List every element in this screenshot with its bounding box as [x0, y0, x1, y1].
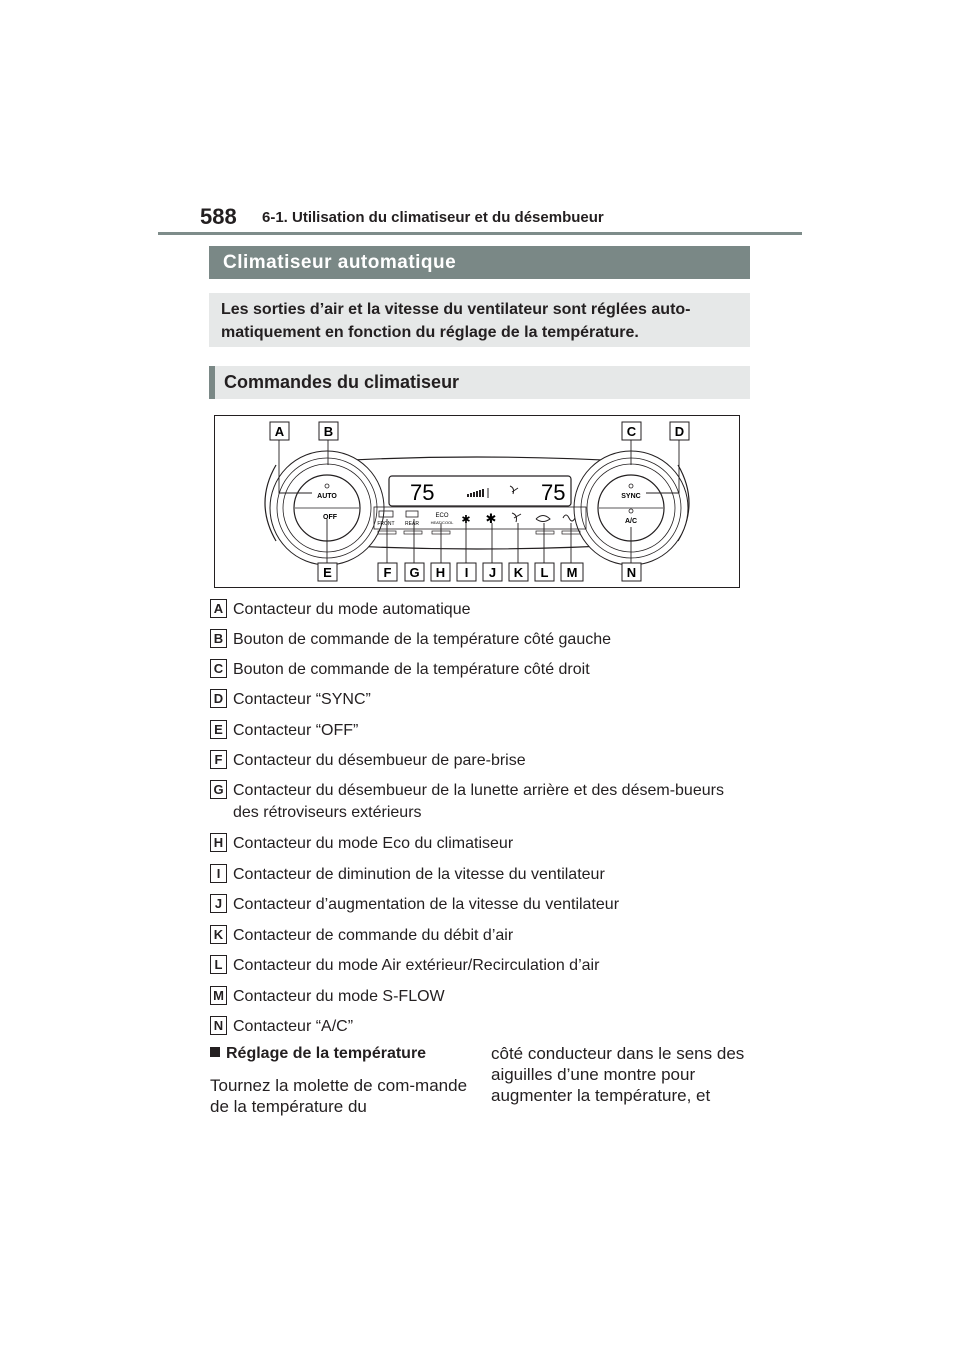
temperature-text-left: Tournez la molette de com-mande de la température du [210, 1076, 468, 1116]
svg-text:E: E [323, 565, 332, 580]
legend-text: Contacteur “SYNC” [233, 691, 371, 708]
legend-text: Contacteur du mode Air extérieur/Recirculation d’air [233, 957, 600, 974]
legend-badge: I [210, 864, 227, 883]
off-label: OFF [323, 514, 337, 521]
callout-b [319, 422, 338, 440]
legend-badge: L [210, 955, 227, 974]
svg-text:A: A [274, 424, 285, 439]
legend-text: Contacteur du désembueur de la lunette arrière et des désem-bueurs des rétroviseurs extérieurs [233, 782, 724, 821]
callout-c [622, 422, 641, 440]
svg-text:J: J [488, 565, 497, 580]
legend-badge: E [210, 720, 227, 739]
svg-text:I: I [464, 565, 469, 580]
svg-text:M: M [566, 565, 578, 580]
callout-h [431, 563, 450, 581]
legend-badge: H [210, 833, 227, 852]
temperature-left-column [210, 1043, 470, 1117]
legend-badge: D [210, 689, 227, 708]
legend-text: Contacteur du mode S-FLOW [233, 988, 445, 1005]
legend-text: Contacteur du désembueur de pare-brise [233, 752, 526, 769]
callout-a [270, 422, 289, 440]
legend-badge: J [210, 894, 227, 913]
callout-k [509, 563, 528, 581]
legend-badge: K [210, 925, 227, 944]
subsection-title: Commandes du climatiseur [209, 366, 750, 399]
callout-j [483, 563, 502, 581]
legend-text: Bouton de commande de la température côté gauche [233, 631, 612, 648]
svg-text:H: H [435, 565, 446, 580]
svg-text:D: D [674, 424, 685, 439]
legend-text: Contacteur du mode Eco du climatiseur [233, 835, 514, 852]
legend-text: Contacteur du mode automatique [233, 601, 471, 618]
callout-l [535, 563, 554, 581]
callout-m [561, 563, 583, 581]
intro-text: Les sorties d’air et la vitesse du ventilateur sont réglées auto-matiquement en fonction du réglage de la température. [209, 293, 750, 347]
fan-down-icon[interactable]: ✱ [461, 514, 471, 526]
temperature-heading-text: Réglage de la température [226, 1045, 427, 1062]
ac-label: A/C [624, 518, 638, 525]
rear-label: REAR [405, 521, 419, 527]
legend-badge: C [210, 659, 227, 678]
fan-up-icon[interactable]: ✱ [485, 511, 497, 526]
eco-sub-label: HEAT/COOL [430, 520, 454, 525]
chapter-title: 6-1. Utilisation du climatiseur et du désembueur [262, 209, 604, 226]
temperature-text-right: côté conducteur dans le sens des aiguilles d’une montre pour augmenter la température, et [491, 1044, 745, 1105]
legend-text: Contacteur “OFF” [233, 722, 359, 739]
eco-label: ECO [435, 513, 449, 519]
svg-text:L: L [540, 565, 549, 580]
svg-text:K: K [513, 565, 524, 580]
climate-panel-figure [214, 415, 740, 588]
section-title: Climatiseur automatique [209, 246, 750, 279]
legend-text: Contacteur “A/C” [233, 1018, 354, 1035]
callout-n [622, 563, 641, 581]
legend-badge: F [210, 750, 227, 769]
callout-i [457, 563, 476, 581]
callout-d [670, 422, 689, 440]
legend-badge: A [210, 599, 227, 618]
callout-f [378, 563, 397, 581]
legend-badge: N [210, 1016, 227, 1035]
svg-text:F: F [383, 565, 392, 580]
page-number: 588 [200, 204, 237, 229]
callout-e [318, 563, 337, 581]
callout-g [405, 563, 424, 581]
svg-text:G: G [409, 565, 420, 580]
svg-text:B: B [323, 424, 334, 439]
square-bullet-icon [210, 1047, 220, 1057]
header-rule [158, 232, 802, 235]
sync-label: SYNC [621, 493, 641, 500]
svg-text:C: C [626, 424, 637, 439]
temperature-heading [210, 1043, 470, 1067]
front-label: FRONT [377, 521, 395, 527]
display-temp-right: 75 [541, 480, 566, 505]
legend-text: Contacteur de commande du débit d’air [233, 927, 514, 944]
display-temp-left: 75 [410, 480, 435, 505]
legend-badge: B [210, 629, 227, 648]
legend-text: Bouton de commande de la température côté droit [233, 661, 590, 678]
legend-text: Contacteur de diminution de la vitesse du ventilateur [233, 866, 605, 883]
auto-label: AUTO [317, 493, 337, 500]
legend-badge: G [210, 780, 227, 799]
legend-badge: M [210, 986, 227, 1005]
legend-text: Contacteur d’augmentation de la vitesse du ventilateur [233, 896, 620, 913]
svg-text:N: N [626, 565, 637, 580]
